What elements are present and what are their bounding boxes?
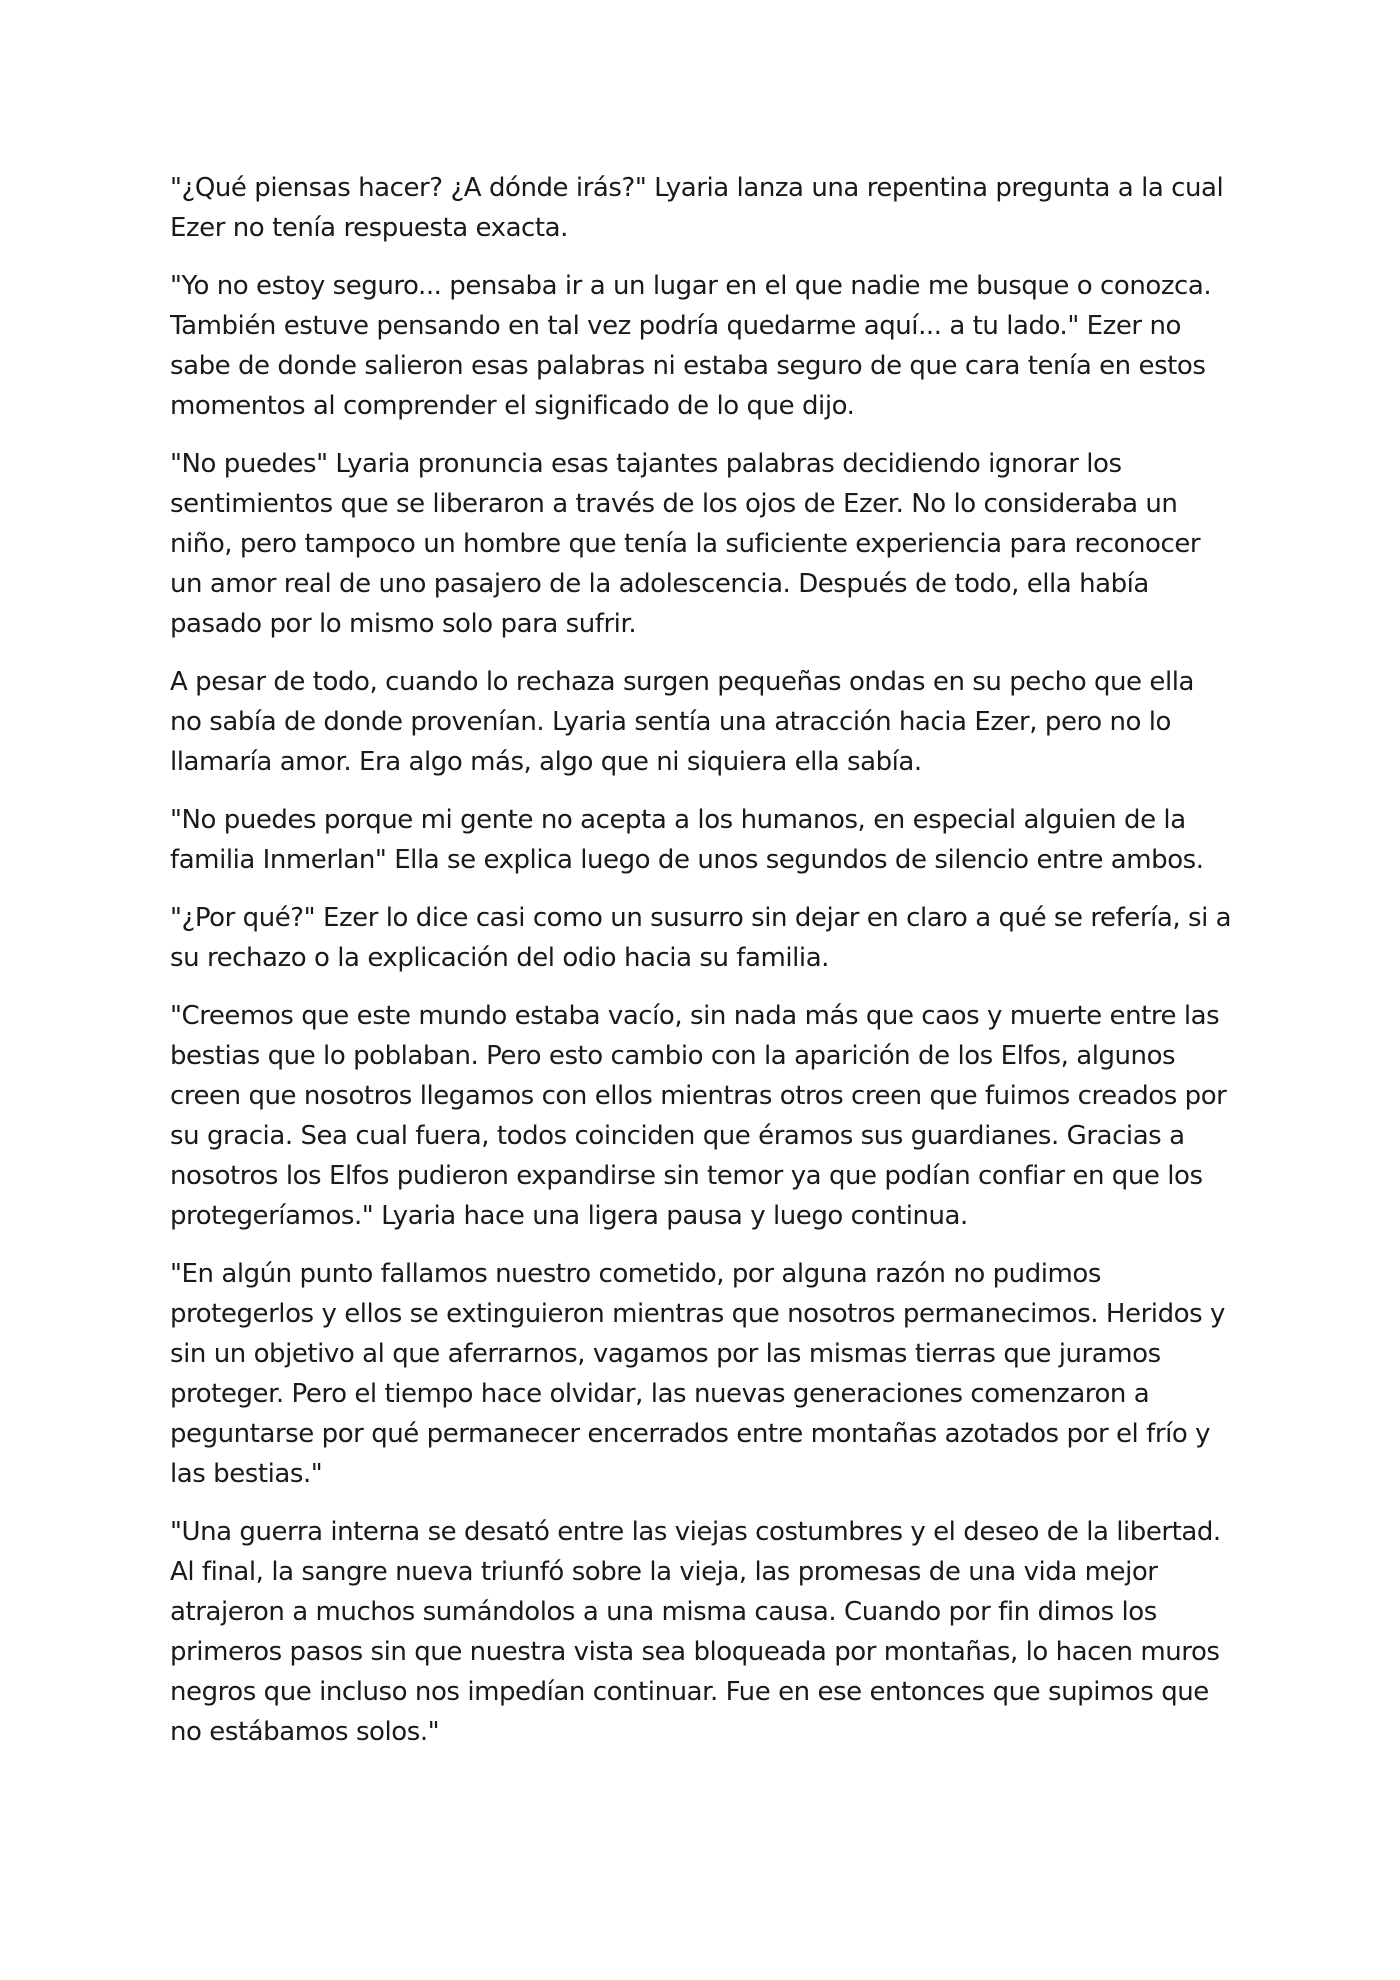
paragraph: "No puedes porque mi gente no acepta a los humanos, en especial alguien de la familia Inmerlan" Ella se explica luego de unos segundos de silencio entre ambos. (170, 805, 1204, 875)
paragraph: "No puedes" Lyaria pronuncia esas tajantes palabras decidiendo ignorar los sentimientos que se liberaron a través de los ojos de Ezer. No lo consideraba un niño, pero tampoco un hombre que tenía la suficiente experiencia para reconocer un amor real de uno pasajero de la adolescencia. Después de todo, ella había pasado por lo mismo solo para sufrir. (170, 449, 1201, 639)
paragraph: "Creemos que este mundo estaba vacío, sin nada más que caos y muerte entre las bestias que lo poblaban. Pero esto cambio con la aparición de los Elfos, algunos creen que nosotros llegamos con ellos mientras otros creen que fuimos creados por su gracia. Sea cual fuera, todos coinciden que éramos sus guardianes. Gracias a nosotros los Elfos pudieron expandirse sin temor ya que podían confiar en que los protegeríamos." Lyaria hace una ligera pausa y luego continua. (170, 1001, 1227, 1231)
paragraph: "¿Por qué?" Ezer lo dice casi como un susurro sin dejar en claro a qué se refería, si a su rechazo o la explicación del odio hacia su familia. (170, 903, 1232, 973)
paragraph: "Yo no estoy seguro... pensaba ir a un lugar en el que nadie me busque o conozca. También estuve pensando en tal vez podría quedarme aquí... a tu lado." Ezer no sabe de donde salieron esas palabras ni estaba seguro de que cara tenía en estos momentos al comprender el significado de lo que dijo. (170, 271, 1212, 421)
paragraph: "¿Qué piensas hacer? ¿A dónde irás?" Lyaria lanza una repentina pregunta a la cual Ezer no tenía respuesta exacta. (170, 173, 1224, 243)
paragraph: A pesar de todo, cuando lo rechaza surgen pequeñas ondas en su pecho que ella no sabía de donde provenían. Lyaria sentía una atracción hacia Ezer, pero no lo llamaría amor. Era algo más, algo que ni siquiera ella sabía. (170, 667, 1194, 777)
document-body (170, 168, 1232, 1770)
paragraph: "En algún punto fallamos nuestro cometido, por alguna razón no pudimos protegerlos y ellos se extinguieron mientras que nosotros permanecimos. Heridos y sin un objetivo al que aferrarnos, vagamos por las mismas tierras que juramos proteger. Pero el tiempo hace olvidar, las nuevas generaciones comenzaron a peguntarse por qué permanecer encerrados entre montañas azotados por el frío y las bestias." (170, 1259, 1225, 1489)
paragraph: "Una guerra interna se desató entre las viejas costumbres y el deseo de la libertad. Al final, la sangre nueva triunfó sobre la vieja, las promesas de una vida mejor atrajeron a muchos sumándolos a una misma causa. Cuando por fin dimos los primeros pasos sin que nuestra vista sea bloqueada por montañas, lo hacen muros negros que incluso nos impedían continuar. Fue en ese entonces que supimos que no estábamos solos." (170, 1517, 1221, 1747)
